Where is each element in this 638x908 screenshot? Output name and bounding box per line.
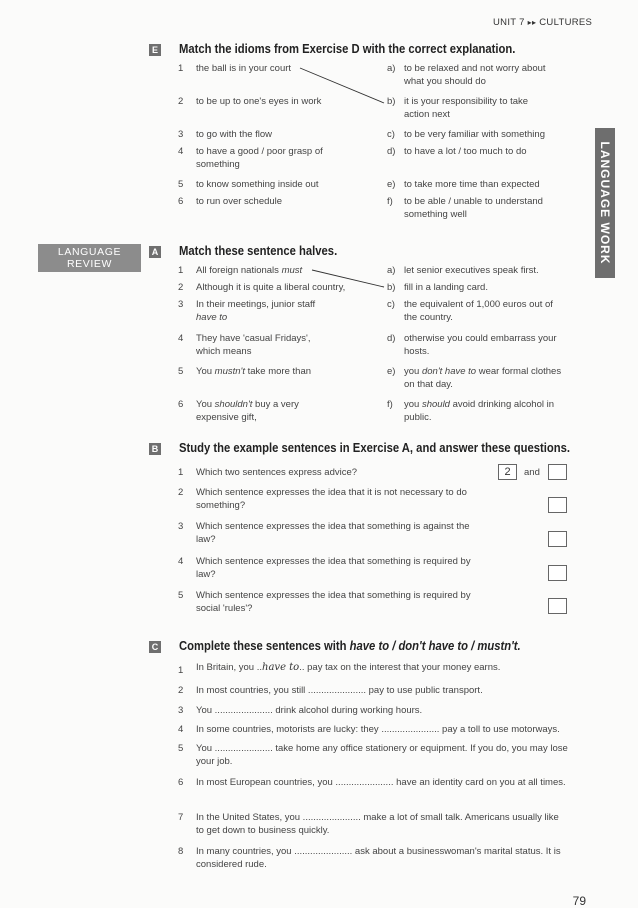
text-run: You ...................... <box>196 743 273 754</box>
text-run: They have 'casual Fridays', which means <box>196 333 311 357</box>
unit-label: UNIT 7 <box>493 17 525 28</box>
handwritten-answer: have to <box>262 662 300 673</box>
match-line <box>300 68 384 103</box>
text-run: In their meetings, junior staff <box>196 299 316 310</box>
sentence-half <box>404 299 564 324</box>
item-number: 4 <box>178 724 184 735</box>
text-run: make a lot of small talk. Americans usually like to get down to business quickly. <box>196 812 559 836</box>
text-run: .. pay tax on the interest that your money earns. <box>299 662 501 673</box>
explanation-text: to have a lot / too much to do <box>404 146 527 157</box>
text-run: otherwise you could embarrass your hosts. <box>404 333 557 357</box>
item-number: 5 <box>178 743 184 754</box>
exercise-letter-badge: E <box>149 44 161 56</box>
item-number: 1 <box>178 665 184 676</box>
text-run: drink alcohol during working hours. <box>272 705 423 716</box>
gap-sentence <box>196 743 576 768</box>
item-number: 2 <box>178 487 184 498</box>
sentence-half <box>196 399 326 424</box>
explanation-text: to take more time than expected <box>404 179 540 190</box>
question-text: Which sentence expresses the idea that it is not necessary to do something? <box>196 487 467 511</box>
exercise-b-title: Study the example sentences in Exercise A, and answer these questions. <box>179 441 570 455</box>
answer-box[interactable] <box>548 565 567 581</box>
review-label-line: REVIEW <box>66 258 113 270</box>
item-number: 2 <box>178 282 184 293</box>
answer-box[interactable] <box>548 531 567 547</box>
option-letter: a) <box>387 63 396 74</box>
option-letter: c) <box>387 129 395 140</box>
italic-run: don't have to <box>421 366 477 377</box>
text-run: wear formal clothes on that day. <box>404 366 562 390</box>
text-run: In most countries, you still ...................... <box>196 685 366 696</box>
item-number: 3 <box>178 299 184 310</box>
question-text: Which sentence expresses the idea that something is against the law? <box>196 521 470 545</box>
answer-box[interactable] <box>548 598 567 614</box>
text-run: avoid drinking alcohol in public. <box>404 399 555 423</box>
gap-sentence <box>196 705 566 718</box>
option-letter: d) <box>387 333 396 344</box>
italic-run: have to <box>196 311 228 323</box>
text-run: All foreign nationals <box>196 265 282 276</box>
text-run: have an identity card on you at all times. <box>393 777 566 788</box>
sentence-half <box>404 265 574 278</box>
item-number: 7 <box>178 812 184 823</box>
language-review-label <box>38 244 141 272</box>
item-number: 1 <box>178 265 184 276</box>
option-letter: b) <box>387 282 396 293</box>
text-run: In Britain, you .. <box>196 662 263 673</box>
italic-run: must <box>281 265 303 276</box>
text-run: the equivalent of 1,000 euros out of the country. <box>404 299 553 323</box>
double-arrow-icon: ▸▸ <box>527 18 537 27</box>
exercise-e-title: Match the idioms from Exercise D with the correct explanation. <box>179 42 516 56</box>
text-run: Complete these sentences with <box>179 639 350 653</box>
exercise-letter-badge: C <box>149 641 161 653</box>
answer-box[interactable]: 2 <box>498 464 517 480</box>
text-run: take home any office stationery or equipment. If you do, you may lose your job. <box>196 743 568 767</box>
item-number: 3 <box>178 521 184 532</box>
text-run: You <box>196 399 215 410</box>
sentence-half <box>404 333 569 358</box>
gap-sentence <box>196 724 576 737</box>
answer-box[interactable] <box>548 497 567 513</box>
option-letter: e) <box>387 366 396 377</box>
item-number: 4 <box>178 333 184 344</box>
text-run: fill in a landing card. <box>404 282 488 293</box>
text-run: You ...................... <box>196 705 273 716</box>
text-run: In many countries, you ...................... <box>196 846 353 857</box>
answer-box[interactable] <box>548 464 567 480</box>
italic-run: have to / don't have to / mustn't. <box>349 639 521 653</box>
sentence-half <box>196 282 371 295</box>
text-run: buy a very expensive gift, <box>196 399 299 423</box>
explanation-text: to be able / unable to understand something well <box>404 196 543 220</box>
gap-sentence <box>196 846 566 871</box>
exercise-letter-badge: B <box>149 443 161 455</box>
exercise-a-title: Match these sentence halves. <box>179 244 338 258</box>
item-number: 4 <box>178 146 184 157</box>
text-run: you <box>404 399 422 410</box>
item-number: 1 <box>178 467 184 478</box>
question-text: Which sentence expresses the idea that something is required by social 'rules'? <box>196 590 471 614</box>
option-letter: f) <box>387 196 393 207</box>
text-run: take more than <box>245 366 312 377</box>
explanation-text: it is your responsibility to take action next <box>404 96 529 120</box>
idiom-text: the ball is in your court <box>196 63 292 74</box>
item-number: 2 <box>178 685 184 696</box>
question-text: Which sentence expresses the idea that something is required by law? <box>196 556 471 580</box>
item-number: 1 <box>178 63 184 74</box>
sentence-half <box>196 299 336 324</box>
section-label: CULTURES <box>539 17 593 28</box>
idiom-text: to be up to one's eyes in work <box>196 96 322 107</box>
text-run: pay to use public transport. <box>366 685 483 696</box>
item-number: 5 <box>178 590 184 601</box>
item-number: 5 <box>178 366 184 377</box>
option-letter: c) <box>387 299 395 310</box>
text-run: In most European countries, you ...................... <box>196 777 394 788</box>
option-letter: d) <box>387 146 396 157</box>
item-number: 6 <box>178 777 184 788</box>
item-number: 8 <box>178 846 184 857</box>
text-run: In the United States, you ...................... <box>196 812 361 823</box>
idiom-text: to know something inside out <box>196 179 319 190</box>
text-run: Although it is quite a liberal country, <box>196 282 346 293</box>
text-run: ask about a businesswoman's marital status. It is considered rude. <box>196 846 561 870</box>
italic-run: shouldn't <box>214 399 253 410</box>
exercise-letter-badge: A <box>149 246 161 258</box>
sentence-half <box>196 265 356 278</box>
idiom-text: to go with the flow <box>196 129 273 140</box>
sentence-half <box>404 366 574 391</box>
item-number: 2 <box>178 96 184 107</box>
exercise-c-title <box>179 639 521 653</box>
option-letter: e) <box>387 179 396 190</box>
item-number: 4 <box>178 556 184 567</box>
and-word: and <box>524 467 540 478</box>
explanation-text: to be relaxed and not worry about what you should do <box>404 63 546 87</box>
gap-sentence <box>196 777 566 790</box>
text-run: In some countries, motorists are lucky: they ...................... <box>196 724 440 735</box>
item-number: 3 <box>178 705 184 716</box>
text-run: You <box>196 366 215 377</box>
option-letter: b) <box>387 96 396 107</box>
text-run: let senior executives speak first. <box>404 265 539 276</box>
item-number: 6 <box>178 196 184 207</box>
explanation-text: to be very familiar with something <box>404 129 545 140</box>
sentence-half <box>196 366 371 379</box>
sentence-half <box>404 282 574 295</box>
text-run: pay a toll to use motorways. <box>439 724 560 735</box>
gap-sentence <box>196 685 566 698</box>
gap-sentence <box>196 662 566 675</box>
italic-run: mustn't <box>214 366 245 377</box>
sidebar-label: LANGUAGE WORK <box>598 141 612 265</box>
idiom-text: to run over schedule <box>196 196 283 207</box>
question-text: Which two sentences express advice? <box>196 467 358 478</box>
option-letter: f) <box>387 399 393 410</box>
item-number: 3 <box>178 129 184 140</box>
italic-run: should <box>421 399 450 410</box>
page-number: 79 <box>572 894 586 908</box>
sentence-half <box>196 333 331 358</box>
option-letter: a) <box>387 265 396 276</box>
item-number: 5 <box>178 179 184 190</box>
review-label-line: LANGUAGE <box>57 246 122 258</box>
idiom-text: to have a good / poor grasp of something <box>196 146 323 170</box>
item-number: 6 <box>178 399 184 410</box>
gap-sentence <box>196 812 566 837</box>
sentence-half <box>404 399 569 424</box>
text-run: you <box>404 366 422 377</box>
